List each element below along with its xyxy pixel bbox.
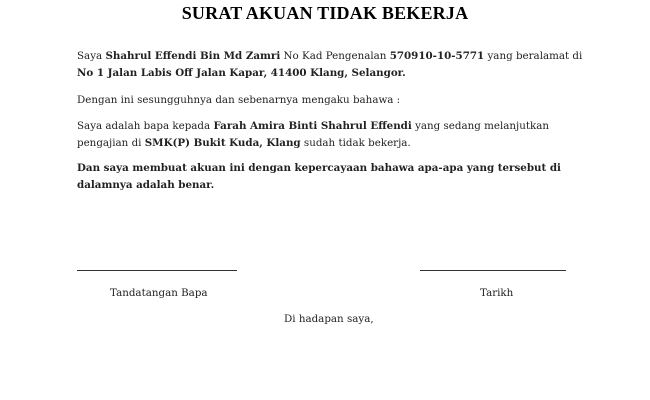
witness-label: Di hadapan saya, — [284, 313, 374, 325]
school-name: SMK(P) Bukit Kuda, Klang — [144, 137, 301, 149]
child-name: Farah Amira Binti Shahrul Effendi — [213, 120, 412, 132]
truth-declaration: Dan saya membuat akuan ini dengan kepercayaan bahawa apa-apa yang tersebut di dalamnya adalah benar. — [77, 162, 561, 191]
declarant-paragraph — [77, 48, 597, 82]
study-text: yang sedang melanjutkan pengajian di — [77, 120, 550, 149]
date-line — [420, 270, 566, 271]
document-title: SURAT AKUAN TIDAK BEKERJA — [181, 3, 469, 23]
address-intro-text: yang beralamat di — [484, 50, 583, 62]
declarant-address: No 1 Jalan Labis Off Jalan Kapar, 41400 Klang, Selangor. — [77, 67, 406, 79]
date-label: Tarikh — [480, 287, 514, 299]
not-working-text: sudah tidak bekerja. — [300, 137, 411, 149]
declaration-intro: Dengan ini sesungguhnya dan sebenarnya mengaku bahawa : — [77, 94, 401, 106]
declaration-statement — [77, 118, 597, 152]
declarant-intro-text: Saya — [77, 50, 106, 62]
ic-label-text: No Kad Pengenalan — [280, 50, 390, 62]
declarant-name: Shahrul Effendi Bin Md Zamri — [105, 50, 281, 62]
signature-label: Tandatangan Bapa — [110, 287, 208, 299]
ic-number: 570910-10-5771 — [389, 50, 485, 62]
statement-intro-text: Saya adalah bapa kepada — [77, 120, 214, 132]
signature-line — [77, 270, 237, 271]
